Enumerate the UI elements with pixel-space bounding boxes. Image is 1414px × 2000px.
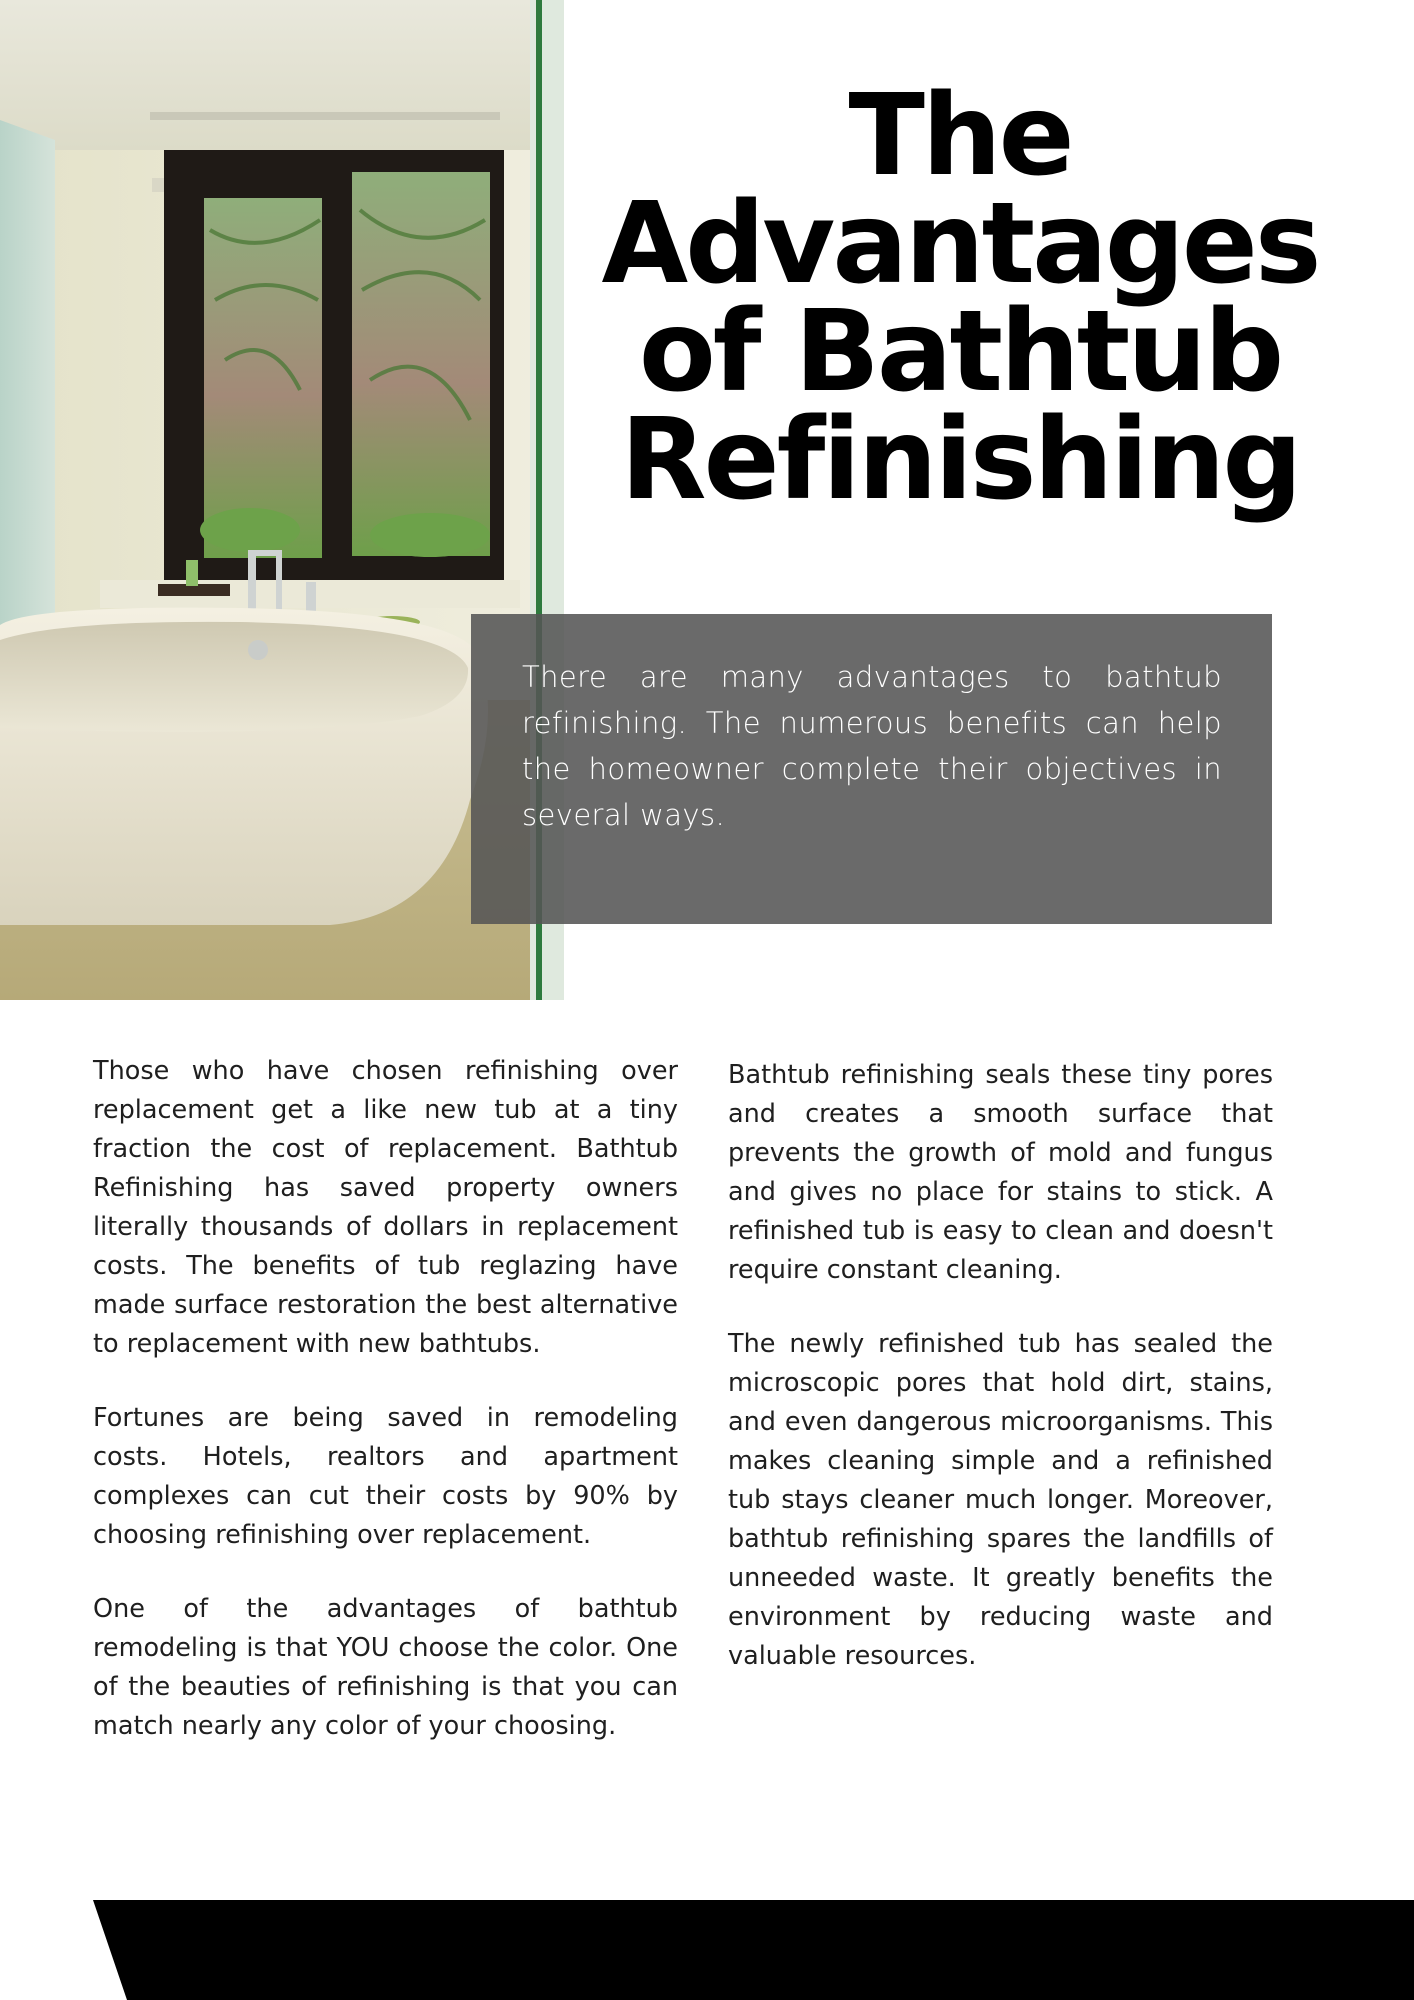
page-title bbox=[590, 71, 1330, 525]
left-paragraph-1: Those who have chosen refinishing over replacement get a like new tub at a tiny fraction the cost of replacement. Bathtub Refinishing has saved property owners literally thousands of dollars in replacement costs. The benefits of tub reglazing have made surface restoration the best alternative to replacement with new bathtubs. bbox=[93, 1056, 678, 1359]
title-line-1: The bbox=[848, 71, 1072, 201]
right-paragraph-2: The newly refinished tub has sealed the microscopic pores that hold dirt, stains, and even dangerous microorganisms. This makes cleaning simple and a refinished tub stays cleaner much longer. Moreover, bathtub refinishing spares the landfills of unneeded waste. It greatly benefits the environment by reducing waste and valuable resources. bbox=[728, 1329, 1273, 1671]
right-paragraph-1: Bathtub refinishing seals these tiny pores and creates a smooth surface that prevents the growth of mold and fungus and gives no place for stains to stick. A refinished tub is easy to clean and doesn't require constant cleaning. bbox=[728, 1060, 1273, 1285]
title-line-2: Advantages bbox=[601, 179, 1319, 309]
title-line-3: of Bathtub bbox=[638, 287, 1282, 417]
footer-band bbox=[0, 1900, 1414, 2000]
intro-text: There are many advantages to bathtub refinishing. The numerous benefits can help the homeowner complete their objectives in several ways. bbox=[522, 660, 1222, 832]
left-column bbox=[93, 1052, 678, 1781]
left-paragraph-3: One of the advantages of bathtub remodeling is that YOU choose the color. One of the beauties of refinishing is that you can match nearly any color of your choosing. bbox=[93, 1594, 678, 1741]
left-paragraph-2: Fortunes are being saved in remodeling costs. Hotels, realtors and apartment complexes can cut their costs by 90% by choosing refinishing over replacement. bbox=[93, 1403, 678, 1550]
title-line-4: Refinishing bbox=[620, 395, 1300, 525]
right-column bbox=[728, 1056, 1273, 1711]
intro-box bbox=[471, 614, 1272, 924]
footer-band-shape bbox=[93, 1900, 1414, 2000]
